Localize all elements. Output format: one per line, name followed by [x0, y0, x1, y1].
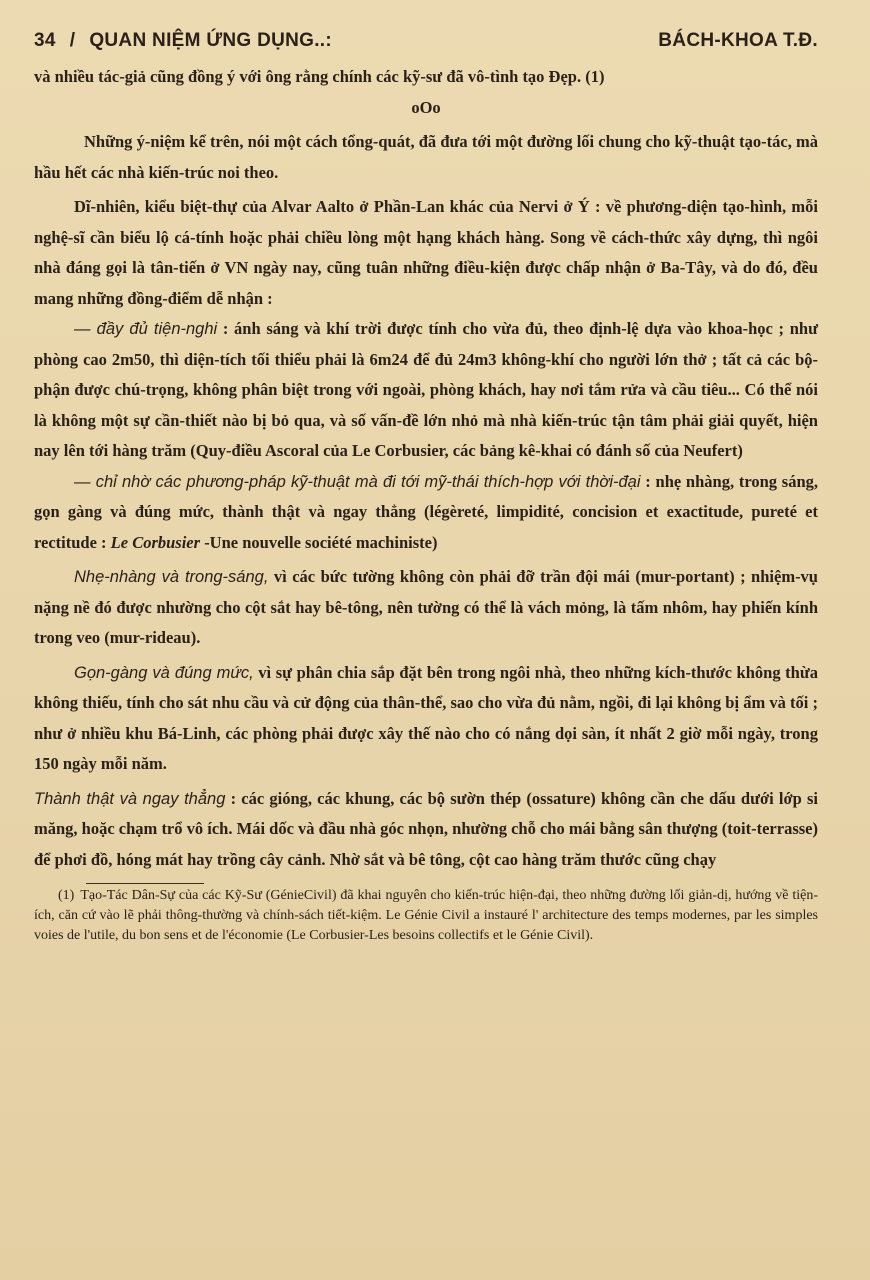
paragraph-3-lead: — đầy đủ tiện-nghi — [74, 320, 218, 338]
footnote-mark: (1) — [58, 888, 75, 903]
paragraph-3 — [34, 314, 818, 467]
paragraph-6-lead: Gọn-gàng và đúng mức, — [74, 663, 254, 682]
paragraph-5-text: vì các bức tường không còn phải đỡ trần đội mái (mur-portant) ; nhiệm-vụ nặng nề đó được nhường cho cột sắt hay bê-tông, nên tường có thể là vách mỏng, là tấm nhôm, hay phiến kính trong veo (mur-rideau). — [34, 567, 818, 647]
footnote-rule — [86, 883, 204, 884]
paragraph-4-author: Le Corbusier — [110, 532, 201, 552]
paragraph-4-text: : nhẹ nhàng, trong sáng, gọn gàng và đúng mức, thành thật và ngay thẳng (légèreté, limpidité, concision et exactitude, pureté et rectitude : — [34, 471, 818, 552]
paragraph-7-text: : các gióng, các khung, các bộ sườn thép (ossature) không cần che dấu dưới lớp si măng, hoặc chạm trổ vô ích. Mái dốc và đầu nhà góc nhọn, nhường chỗ cho mái bằng sân thượng (toit-terrasse) để phơi đồ, hóng mát hay trồng cây cảnh. Nhờ sắt và bê tông, cột cao hàng trăm thước cũng chạy — [34, 788, 819, 869]
paragraph-7 — [34, 784, 818, 876]
paragraph-5 — [34, 562, 818, 654]
publication-name: BÁCH-KHOA T.Đ. — [658, 30, 818, 51]
paragraph-4 — [34, 467, 818, 559]
paragraph-2: Dĩ-nhiên, kiểu biệt-thự của Alvar Aalto ở Phần-Lan khác của Nervi ở Ý : về phương-diện tạo-hình, mỗi nghệ-sĩ cần biểu lộ cá-tính hoặc phải chiều lòng một hạng khách hàng. Song về cách-thức xây dựng, thì ngôi nhà đáng gọi là tân-tiến ở VN ngày nay, cũng tuân những điều-kiện được chấp nhận ở Ba-Tây, và do đó, đều mang những đồng-điểm dễ nhận : — [34, 197, 818, 308]
footnote — [34, 886, 818, 946]
paragraph-3-text: : ánh sáng và khí trời được tính cho vừa đủ, theo định-lệ dựa vào khoa-học ; như phòng cao 2m50, thì diện-tích tối thiểu phải là 6m24 để đủ 24m3 không-khí cho người lớn thở ; tất cả các bộ-phận được chú-trọng, không phân biệt trong với ngoài, phòng khách, hay nơi tắm rửa và cầu tiêu... Có thể nói là không một sự cần-thiết nào bị bỏ qua, và số vấn-đề lớn nhỏ mà nhà kiến-trúc tận tâm phải giải quyết, hiện nay lên tới hàng trăm (Quy-điều Ascoral của Le Corbusier, các bảng kê-khai có đánh số của Neufert) — [34, 319, 818, 460]
page-number: 34 — [34, 30, 56, 51]
paragraph-7-lead: Thành thật và ngay thẳng — [34, 789, 226, 808]
running-title: QUAN NIỆM ỨNG DỤNG..: — [89, 30, 332, 51]
paragraph-6 — [34, 658, 818, 780]
intro-paragraph: và nhiều tác-giả cũng đồng ý với ông rằng chính các kỹ-sư đã vô-tình tạo Đẹp. (1) — [34, 67, 605, 86]
section-divider: oOo — [411, 97, 441, 117]
paragraph-1: Những ý-niệm kể trên, nói một cách tổng-quát, đã đưa tới một đường lối chung cho kỹ-thuật tạo-tác, mà hầu hết các nhà kiến-trúc noi theo. — [34, 132, 818, 182]
footnote-text: Tạo-Tác Dân-Sự của các Kỹ-Sư (GénieCivil) đã khai nguyên cho kiến-trúc hiện-đại, theo những đường lối giản-dị, hướng về tiện-ích, căn cứ vào lẽ phải thông-thường và chính-sách tiết-kiệm. Le Génie Civil a instauré l' architecture des temps modernes, par les simples voies de l'utile, du bon sens et de l'économie (Le Corbusier-Les besoins collectifs et le Génie Civil). — [34, 888, 818, 943]
running-header — [34, 30, 818, 52]
paragraph-5-lead: Nhẹ-nhàng và trong-sáng, — [74, 568, 269, 586]
paragraph-6-text: vì sự phân chia sắp đặt bên trong ngôi nhà, theo những kích-thước không thừa không thiếu, tính cho sát nhu cầu và cử động của thân-thể, sao cho vừa đủ nằm, ngồi, đi lại không bị ẩm và tối ; như ở nhiều khu Bá-Linh, các phòng phải được xây thế nào cho có nắng dọi sàn, ít nhất 2 giờ mỗi ngày, trong 150 ngày mỗi năm. — [34, 662, 818, 773]
paragraph-4-lead: — chỉ nhờ các phương-pháp kỹ-thuật mà đi tới mỹ-thái thích-hợp với thời-đại — [74, 472, 641, 491]
header-separator: / — [69, 30, 76, 51]
paragraph-4-tail: -Une nouvelle société machiniste) — [200, 532, 438, 552]
